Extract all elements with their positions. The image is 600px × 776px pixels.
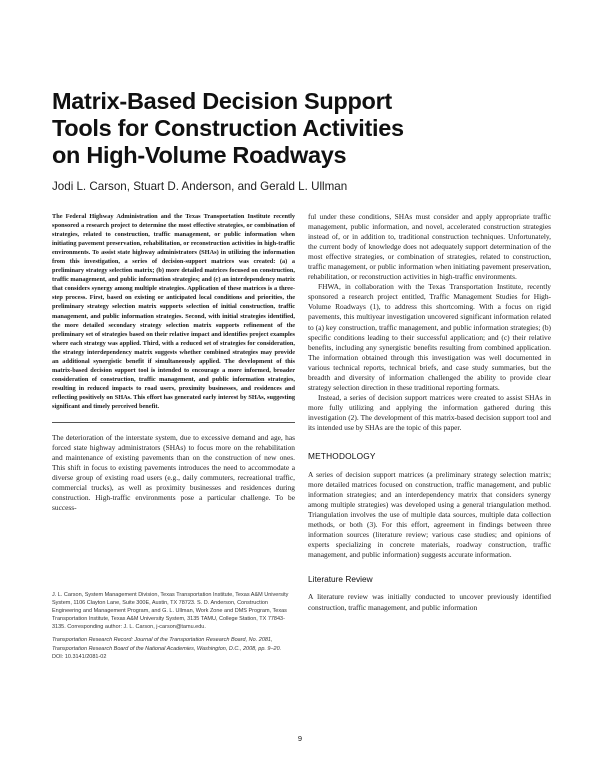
- title-line: Tools for Construction Activities: [52, 115, 404, 141]
- methodology-paragraph: A series of decision support matrices (a preliminary strategy selection matrix; more detailed matrices focused on construction, traffic management, and public information strategies; and an interdependency matrix that considers synergy among multiple strategies) was developed using a general triangulation method. Triangulation involves the use of multiple data sources, multiple data collection methods, or both (3). For this effort, agreement in findings between three information sources (literature review; various case studies; and opinions of experts specializing in concrete materials, roadway construction, traffic management, and public information) suggests accurate information.: [308, 470, 551, 560]
- left-column: [52, 212, 295, 513]
- title-line: on High-Volume Roadways: [52, 142, 347, 168]
- intro-paragraph: The deterioration of the interstate system, due to excessive demand and age, has forced state highway administrators (SHAs) to focus more on the rehabilitation and maintenance of existing pavements than on the construction of new ones. This shift in focus to existing pavements introduces the need to accommodate a diverse group of existing road users (e.g., daily commuters, recreational traffic, commercial trucks), as well as proximity businesses and residences during construction. High-traffic environments pose a particular challenge. To be success-: [52, 433, 295, 513]
- doi: DOI: 10.3141/2081-02: [52, 653, 107, 660]
- footnotes: [52, 591, 295, 666]
- author-list: Jodi L. Carson, Stuart D. Anderson, and Gerald L. Ullman: [52, 180, 348, 193]
- methodology-heading: METHODOLOGY: [308, 451, 376, 462]
- abstract: The Federal Highway Administration and the Texas Transportation Institute recently sponsored a research project to determine the most effective strategies, or combination of strategies, related to construction, traffic management, or public information when initiating pavement preservation, rehabilitation, or reconstruction activities in high-traffic environments. To assist state highway administrators (SHAs) in utilizing the information from this investigation, a series of decision-support matrices was created: (a) a preliminary strategy selection matrix; (b) more detailed matrices focused on construction, traffic management, and public information strategies; and (c) an interdependency matrix that considers synergy among multiple strategies. Application of these matrices is a three-step process. First, based on existing or anticipated local conditions and priorities, the preliminary strategy selection matrix supports selection of initial construction, traffic management, and public information strategies. Second, with initial strategies identified, the more detailed secondary strategy selection matrix supports refinement of the preliminary set of strategies based on their relative impact and identifies project examples where each strategy was applied. Third, with a reduced set of strategies for consideration, the strategy interdependency matrix suggests whether combined strategies may provide an additional synergistic benefit if simultaneously applied. The development of this matrix-based decision support tool is intended to encourage a more informed, broader consideration of construction, traffic management, and public information strategies, resulting in reduced impacts to road users, proximity businesses, and residences and reflecting positively on SHAs. This effort has generated early interest by SHAs, suggesting significant and timely perceived benefit.: [52, 213, 295, 410]
- body-paragraph: ful under these conditions, SHAs must consider and apply appropriate traffic management, public information, and novel, accelerated construction strategies instead of, or in addition to, traditional construction techniques. Unfortunately, the current body of knowledge does not adequately support determination of the most effective strategies, or combination of strategies, related to construction, traffic management, or public information when initiating pavement preservation, rehabilitation, or reconstruction activities in high-traffic environments.: [308, 212, 551, 282]
- paper-title: [52, 88, 472, 169]
- title-line: Matrix-Based Decision Support: [52, 88, 392, 114]
- body-paragraph: FHWA, in collaboration with the Texas Transportation Institute, recently sponsored a research project entitled, Traffic Management Studies for High-Volume Roadways (1), to address this shortcoming. With a focus on rigid pavements, this multiyear investigation uncovered significant information related to (a) key construction, traffic management, and public information strategies; (b) specific conditions leading to their successful application; and (c) their relative benefits, including any synergistic benefits resulting from combined application. The information obtained through this investigation was well documented in various technical reports, technical briefs, and case study summaries, but the breadth and diversity of information challenged the ability to provide clear strategy selection direction in these traditional reporting formats.: [308, 282, 551, 392]
- page-number: 9: [297, 734, 303, 743]
- journal-citation: Transportation Research Record: Journal of the Transportation Research Board, No. 2081, Transportation Research Board of the National Academies, Washington, D.C., 2008, pp. 9–20.: [52, 637, 282, 652]
- author-affiliations: J. L. Carson, System Management Division, Texas Transportation Institute, Texas A&M University System, 1106 Clayton Lane, Suite 300E, Austin, TX 78723. S. D. Anderson, Construction Engineering and Management Program, and G. L. Ullman, Work Zone and DMS Program, Texas Transportation Institute, Texas A&M University System, 3135 TAMU, College Station, TX 77843-3135. Corresponding author: J. L. Carson, j-carson@tamu.edu.: [52, 592, 289, 631]
- abstract-divider: [52, 422, 295, 423]
- right-column: [308, 212, 551, 613]
- body-paragraph: Instead, a series of decision support matrices were created to assist SHAs in more fully utilizing and applying the information gathered during this investigation (2). The development of this matrix-based decision support tool and its intended use by SHAs are the topic of this paper.: [308, 392, 551, 432]
- literature-review-heading: Literature Review: [308, 574, 373, 585]
- literature-paragraph: A literature review was initially conducted to uncover previously identified construction, traffic management, and public information: [308, 592, 551, 612]
